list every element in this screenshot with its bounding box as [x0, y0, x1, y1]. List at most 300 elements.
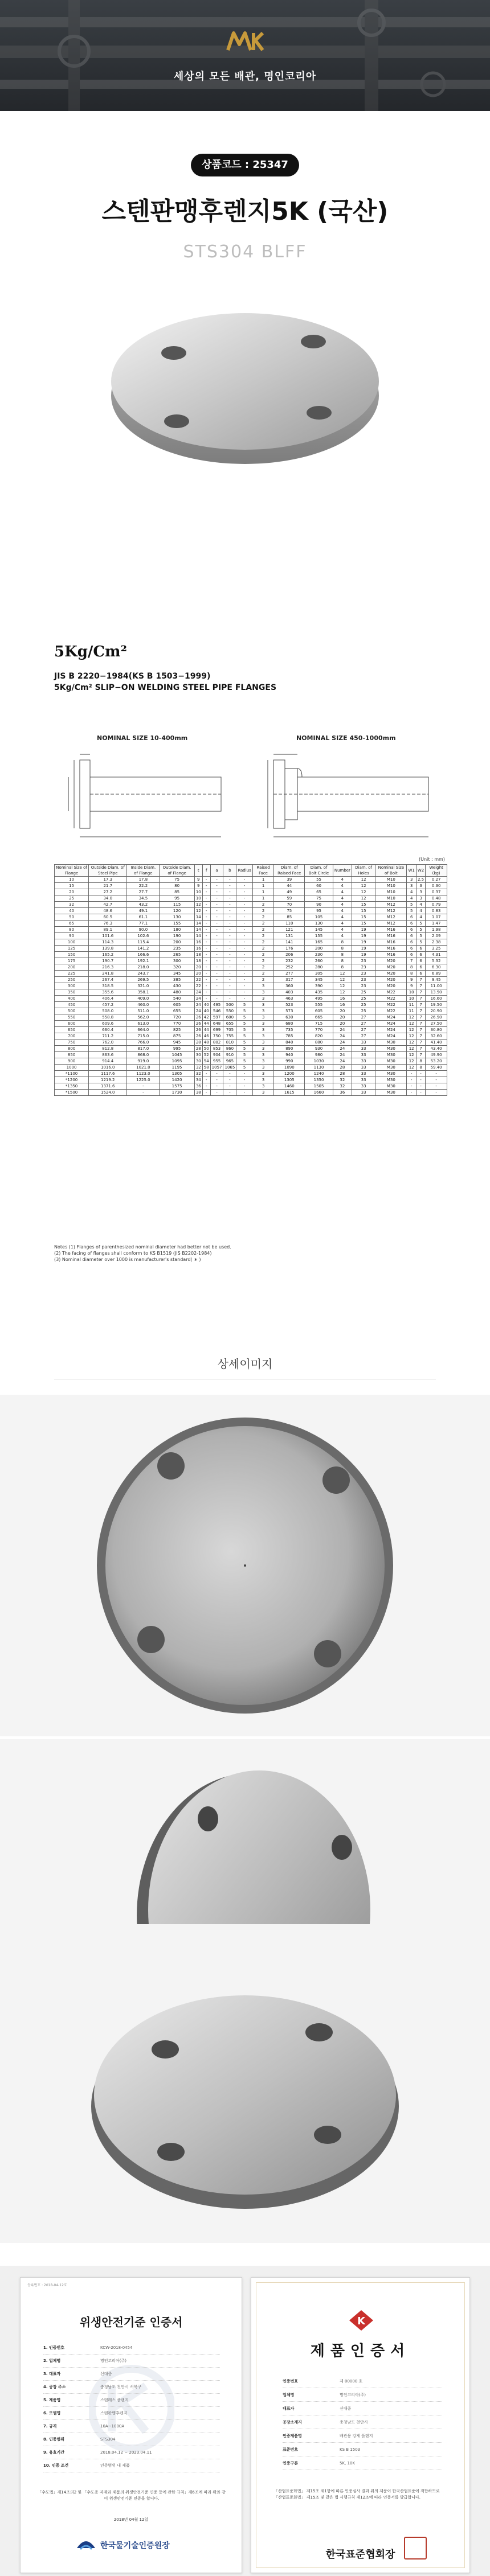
table-row	[55, 1058, 447, 1065]
table-cell: -	[236, 895, 252, 902]
table-cell: M12	[375, 902, 407, 908]
table-cell: 190	[160, 933, 194, 939]
table-cell: -	[223, 895, 236, 902]
table-cell: -	[202, 933, 210, 939]
table-cell: 39	[274, 877, 305, 883]
table-cell: 38	[194, 1090, 202, 1096]
table-cell: 4	[333, 933, 352, 939]
table-cell: -	[223, 952, 236, 958]
table-cell: 914.4	[89, 1058, 127, 1065]
table-cell: 7	[416, 1033, 425, 1040]
table-cell: -	[236, 983, 252, 989]
table-cell: -	[223, 1090, 236, 1096]
cert-field-row	[283, 2388, 442, 2402]
table-cell: 12	[407, 1052, 416, 1058]
table-cell: 720	[160, 1014, 194, 1021]
table-cell: 715.0	[127, 1033, 160, 1040]
table-cell: 190.7	[89, 958, 127, 964]
table-header-cell: Diam. of Holes	[352, 865, 375, 877]
table-cell: -	[236, 927, 252, 933]
table-cell: 26	[194, 1014, 202, 1021]
table-cell: 880	[305, 1040, 333, 1046]
table-cell: 192.1	[127, 958, 160, 964]
table-cell: 1.47	[426, 921, 447, 927]
table-cell: 8	[333, 964, 352, 971]
table-cell: 26	[194, 1033, 202, 1040]
table-cell: 10	[407, 996, 416, 1002]
table-cell: 16	[333, 1002, 352, 1008]
table-cell: M30	[375, 1058, 407, 1065]
table-cell: M22	[375, 1002, 407, 1008]
table-cell: 3	[252, 1058, 274, 1065]
table-cell: 1660	[305, 1090, 333, 1096]
table-cell: 3	[252, 1002, 274, 1008]
table-cell: 3.25	[426, 946, 447, 952]
table-cell: 23	[352, 958, 375, 964]
table-cell: 995	[160, 1046, 194, 1052]
table-cell: 26	[194, 1021, 202, 1027]
table-cell: 121	[274, 927, 305, 933]
table-cell: M22	[375, 1008, 407, 1014]
table-cell: 11.00	[426, 983, 447, 989]
table-cell: -	[223, 983, 236, 989]
table-cell: 385	[160, 977, 194, 983]
table-cell: 150	[55, 952, 89, 958]
table-cell: 5	[416, 921, 425, 927]
table-cell: 3	[252, 1046, 274, 1052]
table-header-cell: f	[202, 865, 210, 877]
table-header-cell: Nominal Size of Flange	[55, 865, 89, 877]
table-cell: 105	[305, 914, 333, 921]
table-cell: -	[236, 946, 252, 952]
cert-field-key: 공장소재지	[283, 2419, 302, 2425]
table-cell: 7	[416, 1040, 425, 1046]
cert-field-key: 7. 규격	[43, 2424, 57, 2429]
table-cell: -	[210, 996, 223, 1002]
table-cell: 15	[352, 908, 375, 914]
table-cell: 230	[305, 952, 333, 958]
table-cell: -	[426, 1071, 447, 1077]
table-cell: 5	[236, 1021, 252, 1027]
table-cell: -	[236, 902, 252, 908]
table-cell: 555	[305, 1002, 333, 1008]
table-cell: -	[223, 921, 236, 927]
table-cell: 4	[333, 908, 352, 914]
table-cell: 206	[274, 952, 305, 958]
table-cell: M16	[375, 946, 407, 952]
table-cell: 280	[305, 964, 333, 971]
table-cell: 33	[352, 1090, 375, 1096]
table-cell: 28	[333, 1071, 352, 1077]
table-cell: 20	[333, 1008, 352, 1014]
table-cell: 500	[223, 1002, 236, 1008]
table-cell: M24	[375, 1014, 407, 1021]
table-cell: -	[223, 946, 236, 952]
cert-field-value: 충청남도 천안시	[340, 2419, 368, 2425]
table-cell: 890	[274, 1046, 305, 1052]
table-cell: 1460	[274, 1083, 305, 1090]
table-cell: -	[210, 883, 223, 889]
table-cell: 80	[55, 927, 89, 933]
table-cell: 6	[416, 952, 425, 958]
table-cell: 1371.6	[89, 1083, 127, 1090]
table-cell: 24	[333, 1027, 352, 1033]
table-row	[55, 1002, 447, 1008]
table-unit-label: (Unit : mm)	[419, 857, 445, 862]
table-cell: 32	[333, 1083, 352, 1090]
note-line: Notes (1) Flanges of parenthesized nominal diameter had better not be used.	[54, 1244, 231, 1250]
table-header-cell: Number	[333, 865, 352, 877]
header-banner	[0, 0, 490, 111]
table-cell: 24	[333, 1040, 352, 1046]
table-cell: 130	[160, 914, 194, 921]
table-cell: 30.80	[426, 1027, 447, 1033]
table-cell: 409.0	[127, 996, 160, 1002]
table-cell: 940	[274, 1052, 305, 1058]
table-row	[55, 1033, 447, 1040]
table-cell: -	[426, 1083, 447, 1090]
table-cell: 1065	[223, 1065, 236, 1071]
table-row	[55, 983, 447, 989]
table-cell: 2	[252, 914, 274, 921]
hygiene-certificate	[20, 2277, 242, 2573]
table-cell: -	[210, 971, 223, 977]
table-cell: 20	[333, 1021, 352, 1027]
table-cell: 4	[407, 895, 416, 902]
table-cell: 817.0	[127, 1046, 160, 1052]
spec-description: 5Kg/Cm² SLIP−ON WELDING STEEL PIPE FLANGES	[54, 683, 277, 692]
table-cell: -	[210, 958, 223, 964]
table-cell: 12	[407, 1014, 416, 1021]
table-cell: 4	[416, 914, 425, 921]
table-cell: -	[236, 1077, 252, 1083]
table-cell: 46	[202, 1033, 210, 1040]
table-cell: -	[223, 933, 236, 939]
table-cell: 33	[352, 1040, 375, 1046]
table-cell: 5	[236, 1040, 252, 1046]
table-cell: 711.2	[89, 1033, 127, 1040]
table-cell: -	[416, 1090, 425, 1096]
table-cell: 5	[236, 1027, 252, 1033]
table-cell: M30	[375, 1077, 407, 1083]
table-cell: 7	[416, 1027, 425, 1033]
table-cell: 225	[55, 971, 89, 977]
table-cell: M30	[375, 1083, 407, 1090]
table-cell: 1090	[274, 1065, 305, 1071]
table-cell: -	[223, 902, 236, 908]
table-cell: 24	[333, 1058, 352, 1065]
table-cell: -	[202, 996, 210, 1002]
table-cell: 4	[333, 927, 352, 933]
table-cell: 853	[210, 1046, 223, 1052]
table-cell: 6	[416, 964, 425, 971]
table-cell: 24	[333, 1046, 352, 1052]
table-cell: 5	[236, 1058, 252, 1065]
detail-section-title: 상세이미지	[217, 1357, 273, 1371]
table-header-cell: Raised Face	[252, 865, 274, 877]
table-cell: 27	[352, 1021, 375, 1027]
table-cell: 25	[352, 1002, 375, 1008]
table-cell: 27.50	[426, 1021, 447, 1027]
table-cell: *1500	[55, 1090, 89, 1096]
cert2-title: 제품인증서	[310, 2343, 411, 2360]
table-cell: -	[202, 914, 210, 921]
cert-field-key: 5. 제품명	[43, 2398, 61, 2402]
table-cell: 2	[252, 964, 274, 971]
cert-field-row	[283, 2374, 442, 2388]
table-cell: 12	[407, 1021, 416, 1027]
flange-tilted-view-image	[0, 1924, 490, 2243]
table-cell: 2	[252, 946, 274, 952]
cert1-body-text: 「수도법」제14조의2 및 「수도용 자재와 제품의 위생안전기준 인증 등에 관한 규칙」제6조에 따라 위와 같이 위생안전기준 인증을 합니다.	[38, 2490, 226, 2501]
cert1-title: 위생안전기준 인증서	[79, 2315, 183, 2329]
table-cell: 90.0	[127, 927, 160, 933]
table-cell: 110	[274, 921, 305, 927]
table-cell: 7	[416, 983, 425, 989]
table-cell: 19	[352, 939, 375, 946]
table-cell: -	[223, 977, 236, 983]
table-cell: -	[223, 996, 236, 1002]
table-cell: 318.5	[89, 983, 127, 989]
table-cell: 715	[305, 1021, 333, 1027]
table-cell: 6	[407, 939, 416, 946]
table-cell: 90	[55, 933, 89, 939]
table-cell: -	[202, 989, 210, 996]
water-institute-logo-icon	[75, 2537, 97, 2552]
table-cell: 77.1	[127, 921, 160, 927]
table-row	[55, 971, 447, 977]
table-cell: 43.2	[127, 902, 160, 908]
table-cell: 650	[55, 1027, 89, 1033]
table-cell: 700	[55, 1033, 89, 1040]
table-cell: 810	[223, 1040, 236, 1046]
cert1-registration: 등록번호 : 2018-04-12호	[27, 2283, 67, 2287]
table-cell: 40	[202, 1008, 210, 1014]
table-cell: 980	[305, 1052, 333, 1058]
table-cell: -	[202, 964, 210, 971]
table-cell: *1100	[55, 1071, 89, 1077]
table-cell: 49	[274, 889, 305, 895]
table-cell: 945	[160, 1040, 194, 1046]
table-cell: 1045	[160, 1052, 194, 1058]
table-cell: 403	[274, 989, 305, 996]
table-cell: 40	[202, 1002, 210, 1008]
table-cell: 27	[352, 1027, 375, 1033]
cert-field-row	[283, 2415, 442, 2429]
table-cell: -	[236, 889, 252, 895]
table-cell: 665	[305, 1014, 333, 1021]
table-cell: -	[223, 927, 236, 933]
table-cell: 24	[194, 1008, 202, 1014]
table-cell: 20	[194, 971, 202, 977]
table-cell: M10	[375, 883, 407, 889]
table-cell: 166.6	[127, 952, 160, 958]
table-cell: 360	[274, 983, 305, 989]
cert-field-key: 인증번호	[283, 2378, 299, 2384]
table-cell: 32	[55, 902, 89, 908]
cert-field-value: 신대중	[100, 2372, 112, 2376]
table-cell: -	[407, 1090, 416, 1096]
table-cell: 180	[160, 927, 194, 933]
table-cell: M30	[375, 1090, 407, 1096]
table-cell: 252	[274, 964, 305, 971]
table-cell: -	[202, 902, 210, 908]
table-cell: -	[127, 1083, 160, 1090]
table-cell: -	[202, 983, 210, 989]
table-cell: 141	[274, 939, 305, 946]
table-cell: 218.0	[127, 964, 160, 971]
table-cell: 85	[160, 889, 194, 895]
table-cell: 139.8	[89, 946, 127, 952]
table-cell: 17.8	[127, 877, 160, 883]
table-cell: 89.1	[89, 927, 127, 933]
table-cell: 75	[160, 877, 194, 883]
table-cell: -	[210, 939, 223, 946]
table-cell: 100	[55, 939, 89, 946]
table-cell: 20	[55, 889, 89, 895]
table-cell: 511.0	[127, 1008, 160, 1014]
cert-field-value: STS304	[100, 2437, 116, 2442]
table-cell: 200	[305, 946, 333, 952]
official-seal-icon	[404, 2537, 427, 2559]
table-row	[55, 927, 447, 933]
table-cell: 1305	[274, 1077, 305, 1083]
table-cell: 52	[202, 1052, 210, 1058]
table-cell: 2	[252, 921, 274, 927]
table-cell: 41.40	[426, 1040, 447, 1046]
mk-logo-icon	[225, 27, 265, 56]
table-cell: -	[223, 883, 236, 889]
table-cell: 550	[223, 1008, 236, 1014]
table-cell: 15	[352, 914, 375, 921]
table-cell: -	[202, 952, 210, 958]
table-cell: 10	[55, 877, 89, 883]
table-cell: 3	[252, 1090, 274, 1096]
table-cell: 200	[160, 939, 194, 946]
table-cell: 120	[160, 908, 194, 914]
table-cell: 770	[305, 1027, 333, 1033]
table-cell: 3	[416, 883, 425, 889]
table-cell: 7	[416, 1008, 425, 1014]
table-cell: 766.0	[127, 1040, 160, 1046]
table-cell: 1.98	[426, 927, 447, 933]
table-cell: 750	[210, 1033, 223, 1040]
table-cell: 19	[352, 927, 375, 933]
table-cell: 1095	[160, 1058, 194, 1065]
table-cell: M16	[375, 933, 407, 939]
table-cell: 40	[55, 908, 89, 914]
table-cell: 1117.6	[89, 1071, 127, 1077]
table-cell: 32	[194, 1071, 202, 1077]
table-cell: 573	[274, 1008, 305, 1014]
table-cell: 1021.0	[127, 1065, 160, 1071]
table-cell: 28	[194, 1046, 202, 1052]
table-cell: 33	[352, 1058, 375, 1065]
table-cell: 125	[55, 946, 89, 952]
table-cell: -	[210, 964, 223, 971]
table-cell: 4	[333, 902, 352, 908]
cert2-issuer: 한국표준협회장	[325, 2549, 395, 2561]
table-row	[55, 964, 447, 971]
table-cell: 36	[194, 1083, 202, 1090]
table-cell: -	[407, 1071, 416, 1077]
table-cell: -	[210, 977, 223, 983]
table-cell: 8	[407, 971, 416, 977]
table-cell: 0.79	[426, 902, 447, 908]
table-cell: M16	[375, 939, 407, 946]
table-cell: -	[223, 971, 236, 977]
table-cell: 2	[252, 952, 274, 958]
table-cell: 15	[55, 883, 89, 889]
table-cell: -	[202, 1083, 210, 1090]
table-cell: 540	[160, 996, 194, 1002]
table-cell: 34	[194, 1077, 202, 1083]
table-cell: 0.30	[426, 883, 447, 889]
table-cell: 1016.0	[89, 1065, 127, 1071]
table-cell: 3	[252, 996, 274, 1002]
table-cell: 11	[407, 1008, 416, 1014]
table-cell: 300	[55, 983, 89, 989]
table-cell: 7	[416, 977, 425, 983]
table-row	[55, 933, 447, 939]
table-row	[55, 889, 447, 895]
cert-field-row	[43, 2394, 220, 2407]
table-cell: 9	[194, 883, 202, 889]
table-cell: 2.38	[426, 939, 447, 946]
table-cell: 27.2	[89, 889, 127, 895]
table-cell: 317	[274, 977, 305, 983]
table-cell: -	[416, 1083, 425, 1090]
table-header-cell: Inside Diam. of Flange	[127, 865, 160, 877]
table-cell: 70	[274, 902, 305, 908]
table-cell: M24	[375, 1033, 407, 1040]
table-cell: 115	[160, 902, 194, 908]
table-cell: 2	[252, 958, 274, 964]
table-cell: 1305	[160, 1071, 194, 1077]
table-cell: 755	[223, 1033, 236, 1040]
table-cell: M30	[375, 1065, 407, 1071]
table-cell: -	[236, 877, 252, 883]
table-cell: 463	[274, 996, 305, 1002]
table-cell: 30	[194, 1058, 202, 1065]
table-row	[55, 921, 447, 927]
table-cell: 613.0	[127, 1021, 160, 1027]
table-cell: 12	[407, 1033, 416, 1040]
table-cell: 875	[160, 1033, 194, 1040]
table-cell: 9	[407, 983, 416, 989]
table-cell: 8	[416, 1065, 425, 1071]
table-cell: 664.0	[127, 1027, 160, 1033]
table-cell: 546	[210, 1008, 223, 1014]
table-cell: -	[236, 1090, 252, 1096]
table-cell: 235	[160, 946, 194, 952]
table-cell: 30	[194, 1052, 202, 1058]
cert-field-row	[283, 2456, 442, 2470]
table-cell: 32	[194, 1065, 202, 1071]
table-header-cell: b	[223, 865, 236, 877]
table-cell: 2	[252, 939, 274, 946]
table-cell: 600	[223, 1014, 236, 1021]
table-cell: 12	[407, 1040, 416, 1046]
table-cell: -	[210, 908, 223, 914]
table-row	[55, 877, 447, 883]
table-row	[55, 977, 447, 983]
table-cell: 13.90	[426, 989, 447, 996]
table-cell: 8	[333, 952, 352, 958]
cert-field-value: 명인코리아(주)	[100, 2359, 127, 2363]
table-cell: 2	[252, 933, 274, 939]
table-cell: 27	[352, 1014, 375, 1021]
